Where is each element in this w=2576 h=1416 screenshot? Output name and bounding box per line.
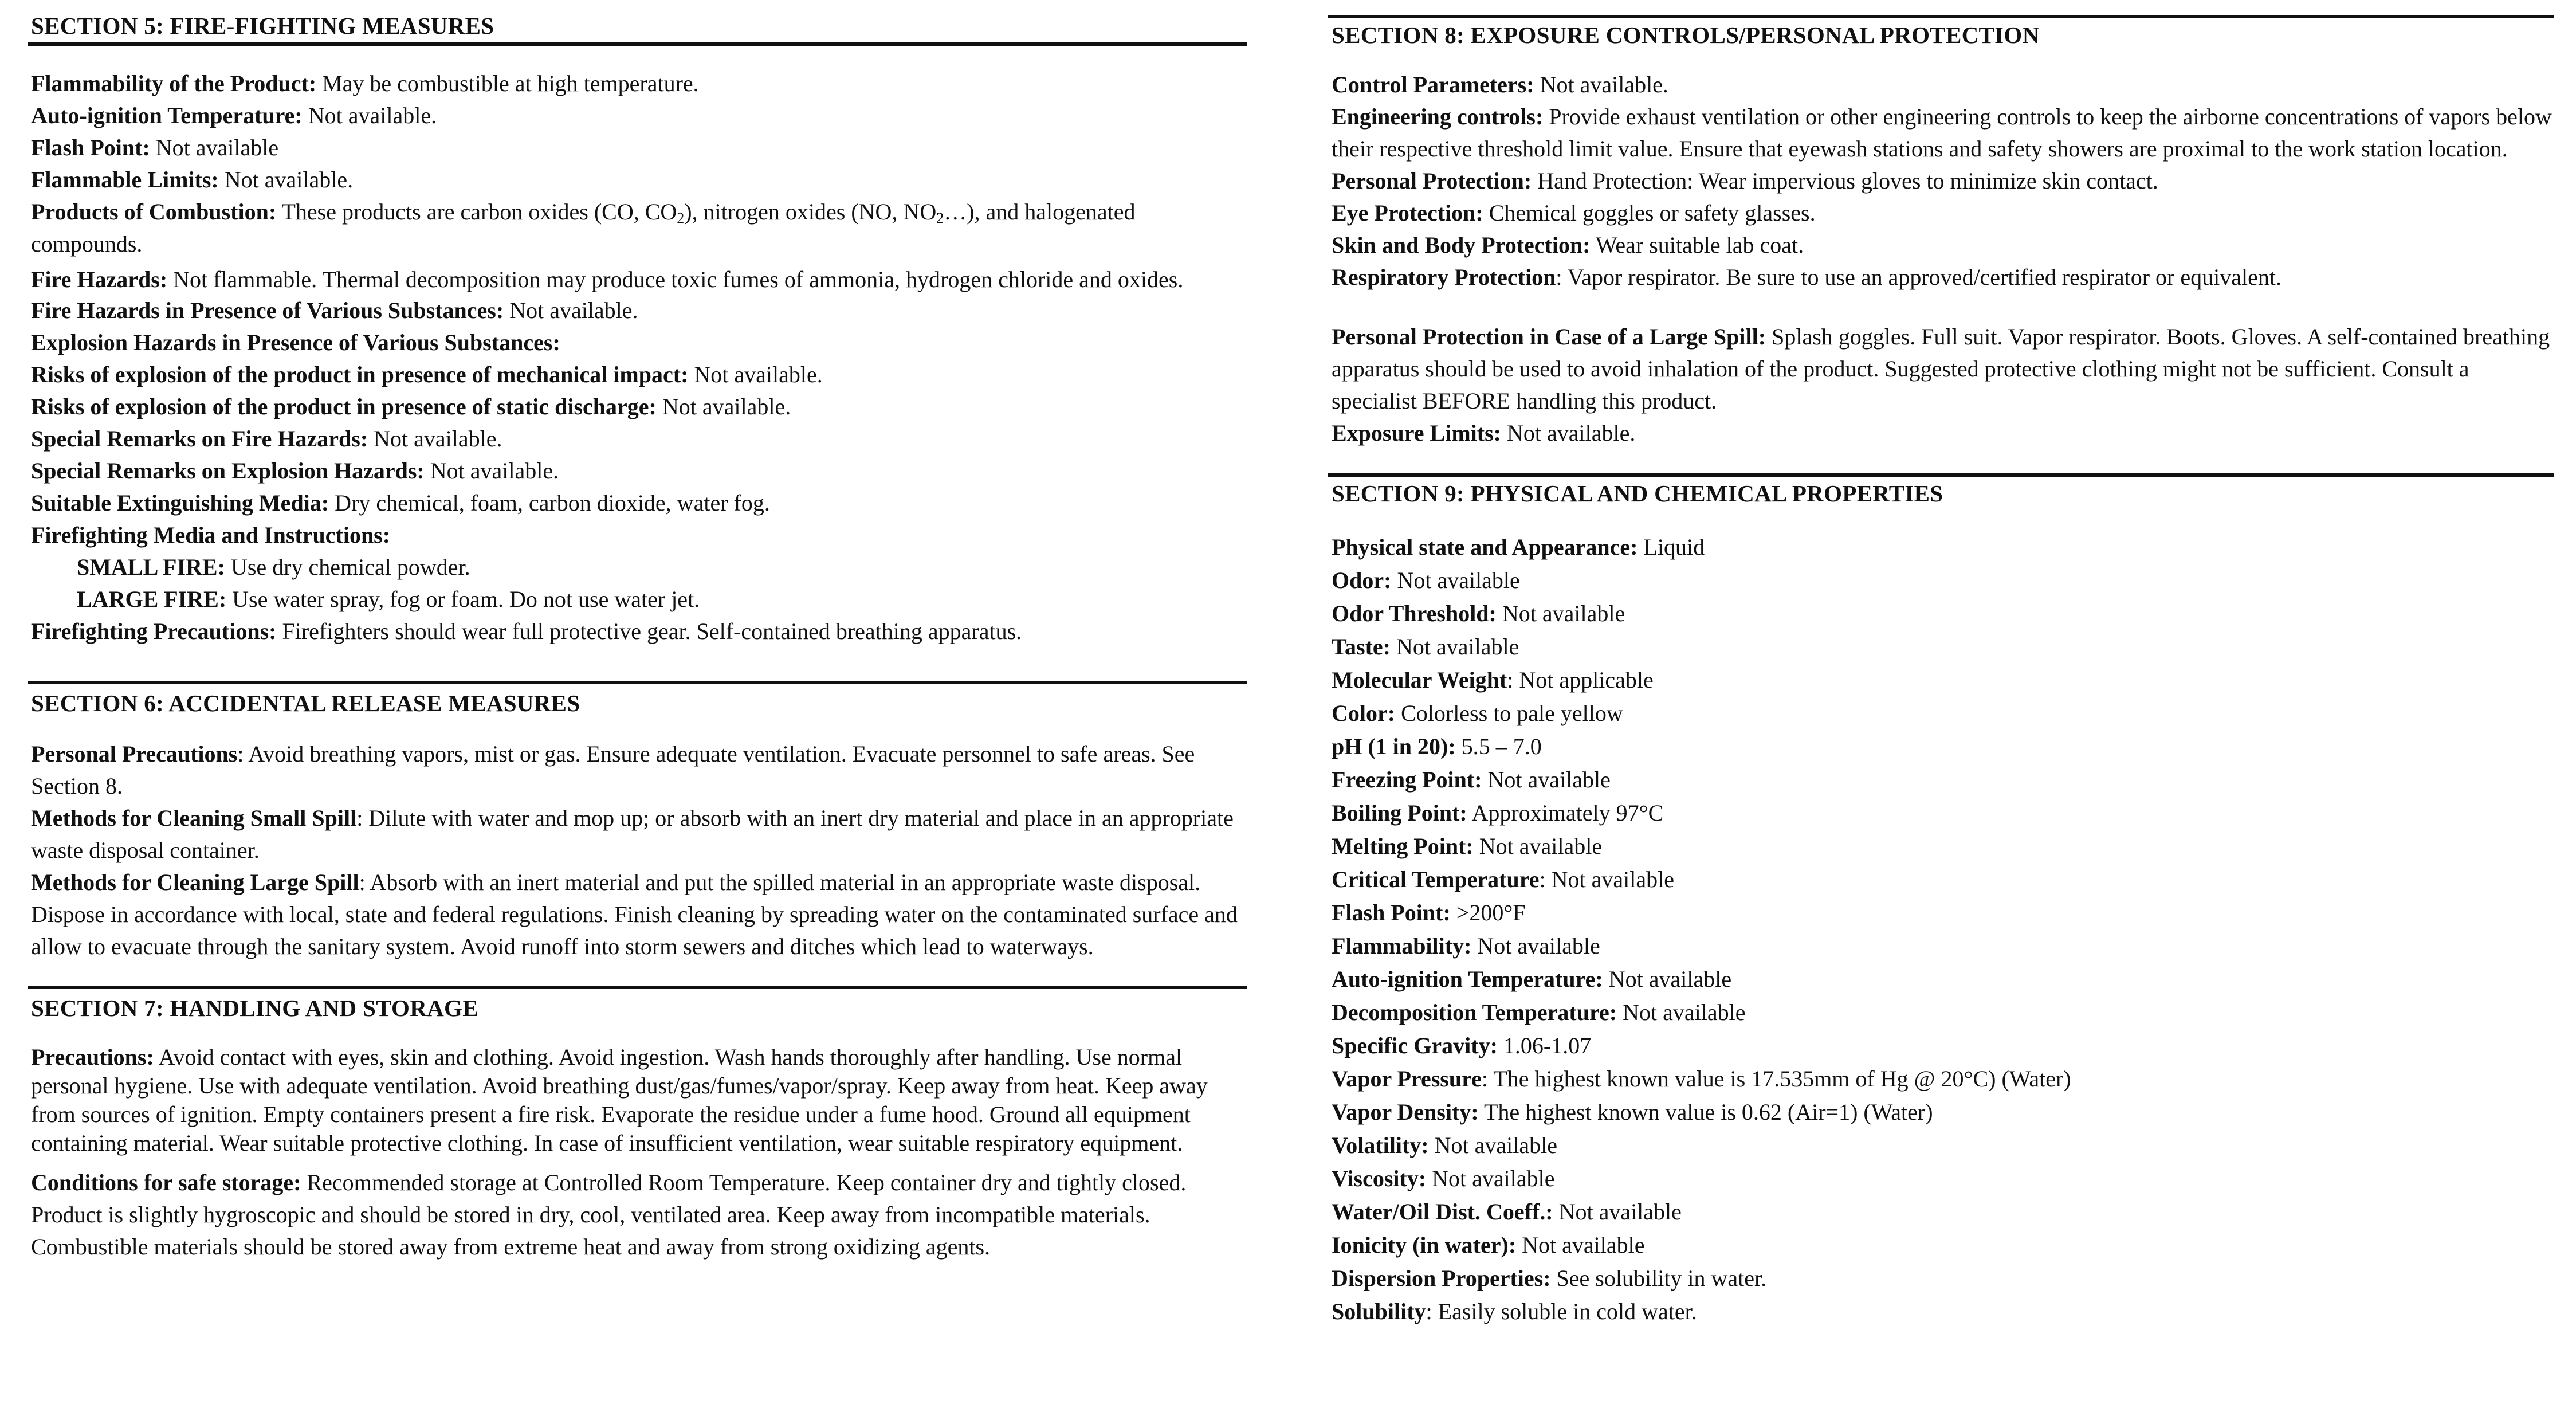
- fire-hazards-substances-value: Not available.: [504, 297, 638, 323]
- fire-hazards-line: [31, 265, 1247, 295]
- property-line: [1332, 1229, 2554, 1262]
- static-discharge-line: [31, 391, 1247, 423]
- respiratory-protection-label: Respiratory Protection: [1332, 264, 1556, 290]
- handling-precautions-line: [31, 1043, 1247, 1158]
- property-line: [1332, 797, 2554, 830]
- property-label: pH (1 in 20):: [1332, 734, 1456, 759]
- handling-precautions-label: Precautions:: [31, 1044, 154, 1070]
- property-value: Not available: [1617, 999, 1746, 1025]
- property-line: [1332, 730, 2554, 763]
- respiratory-protection-line: [1332, 261, 2554, 293]
- property-value: : Not available: [1539, 866, 1674, 892]
- property-label: Water/Oil Dist. Coeff.:: [1332, 1199, 1553, 1225]
- property-value: See solubility in water.: [1550, 1265, 1767, 1291]
- section-7: [28, 986, 1247, 1263]
- property-line: [1332, 697, 2554, 730]
- flammable-limits-value: Not available.: [218, 167, 354, 193]
- property-value: Not available: [1391, 567, 1520, 593]
- property-line: [1332, 830, 2554, 863]
- large-spill-protection-label: Personal Protection in Case of a Large Spill:: [1332, 324, 1766, 350]
- combustion-value-c: …), and halogenated compounds.: [31, 199, 1136, 257]
- combustion-subscript-b: 2: [936, 210, 944, 226]
- fire-hazards-value: Not flammable. Thermal decomposition may produce toxic fumes of ammonia, hydrogen chloride and oxides.: [167, 266, 1184, 292]
- property-label: Melting Point:: [1332, 833, 1474, 859]
- property-value: Not available: [1553, 1199, 1682, 1225]
- mechanical-impact-value: Not available.: [688, 362, 823, 387]
- large-spill-line: [31, 866, 1247, 963]
- skin-body-protection-label: Skin and Body Protection:: [1332, 232, 1591, 258]
- control-parameters-label: Control Parameters:: [1332, 72, 1534, 97]
- property-label: Taste:: [1332, 634, 1391, 660]
- section-6-rule: [28, 681, 1247, 684]
- engineering-controls-label: Engineering controls:: [1332, 104, 1544, 130]
- extinguishing-media-value: Dry chemical, foam, carbon dioxide, water fog.: [329, 490, 770, 516]
- property-value: Liquid: [1638, 534, 1705, 560]
- property-line: [1332, 664, 2554, 697]
- handling-precautions-value: Avoid contact with eyes, skin and clothing. Avoid ingestion. Wash hands thoroughly after handling. Use normal personal hygiene. Use with adequate ventilation. Avoid breathing dust/gas/fumes/vapor/spray. Keep away from heat. Keep away from sources of ignition. Empty containers present a fire risk. Evaporate the residue under a fume hood. Ground all equipment containing material. Wear suitable protective clothing. In case of insufficient ventilation, wear suitable respiratory equipment.: [31, 1044, 1208, 1156]
- small-spill-value: : Dilute with water and mop up; or absorb with an inert dry material and place in an appropriate waste disposal container.: [31, 805, 1234, 863]
- property-line: [1332, 1195, 2554, 1229]
- section-5: [28, 11, 1247, 648]
- section-5-rule: [28, 42, 1247, 46]
- explosion-hazards-line: [31, 327, 1247, 359]
- eye-protection-line: [1332, 197, 2554, 229]
- flammable-limits-label: Flammable Limits:: [31, 167, 219, 193]
- property-value: Not available: [1516, 1232, 1645, 1258]
- large-spill-protection-line: [1332, 321, 2554, 417]
- property-line: [1332, 929, 2554, 963]
- section-9: [1328, 473, 2554, 1328]
- engineering-controls-line: [1332, 101, 2554, 165]
- property-label: Vapor Pressure: [1332, 1066, 1482, 1092]
- section-6-title: SECTION 6: ACCIDENTAL RELEASE MEASURES: [31, 690, 580, 716]
- fire-hazards-substances-line: [31, 295, 1247, 327]
- large-fire-line: [31, 583, 1247, 615]
- extinguishing-media-label: Suitable Extinguishing Media:: [31, 490, 329, 516]
- skin-body-protection-value: Wear suitable lab coat.: [1590, 232, 1804, 258]
- property-label: Critical Temperature: [1332, 866, 1540, 892]
- property-value: 5.5 – 7.0: [1455, 734, 1542, 759]
- property-line: [1332, 1096, 2554, 1129]
- property-line: [1332, 963, 2554, 996]
- property-value: : Not applicable: [1507, 667, 1654, 693]
- right-column: [1328, 0, 2554, 1328]
- flammability-label: Flammability of the Product:: [31, 70, 317, 96]
- section-8-body: [1328, 69, 2554, 449]
- property-label: Flash Point:: [1332, 900, 1451, 925]
- control-parameters-value: Not available.: [1534, 72, 1668, 97]
- exposure-limits-label: Exposure Limits:: [1332, 420, 1501, 446]
- section-7-title: SECTION 7: HANDLING AND STORAGE: [31, 995, 478, 1021]
- extinguishing-media-line: [31, 487, 1247, 519]
- autoignition-value: Not available.: [302, 103, 437, 128]
- section-6: [28, 681, 1247, 963]
- left-column: [28, 0, 1247, 1263]
- property-value: 1.06-1.07: [1497, 1033, 1592, 1058]
- property-line: [1332, 597, 2554, 630]
- property-value: The highest known value is 0.62 (Air=1) (Water): [1478, 1099, 1933, 1125]
- firefighting-media-line: [31, 519, 1247, 551]
- remarks-fire-line: [31, 423, 1247, 455]
- property-label: Ionicity (in water):: [1332, 1232, 1517, 1258]
- property-value: >200°F: [1450, 900, 1526, 925]
- flammable-limits-line: [31, 164, 1247, 196]
- small-fire-value: Use dry chemical powder.: [225, 554, 470, 580]
- property-line: [1332, 1062, 2554, 1096]
- property-label: Molecular Weight: [1332, 667, 1507, 693]
- control-parameters-line: [1332, 69, 2554, 101]
- property-label: Odor:: [1332, 567, 1392, 593]
- property-line: [1332, 996, 2554, 1029]
- property-value: : Easily soluble in cold water.: [1426, 1299, 1697, 1324]
- section-5-title: SECTION 5: FIRE-FIGHTING MEASURES: [31, 13, 494, 39]
- property-label: Color:: [1332, 700, 1396, 726]
- large-spill-value: : Absorb with an inert material and put the spilled material in an appropriate waste disposal. Dispose in accordance with local, state and federal regulations. Finish cleaning by spreading water on the contaminated surface and allow to evacuate through the sanitary system. Avoid runoff into storm sewers and ditches which lead to waterways.: [31, 869, 1238, 959]
- combustion-products-line: [31, 196, 1247, 260]
- property-line: [1332, 531, 2554, 564]
- property-label: Physical state and Appearance:: [1332, 534, 1638, 560]
- section-9-body: [1328, 531, 2554, 1328]
- personal-precautions-line: [31, 738, 1247, 802]
- property-label: Solubility: [1332, 1299, 1426, 1324]
- personal-protection-value: Hand Protection: Wear impervious gloves to minimize skin contact.: [1532, 168, 2158, 194]
- property-value: Not available: [1471, 933, 1600, 959]
- combustion-value-b: ), nitrogen oxides (NO, NO: [684, 199, 937, 225]
- property-line: [1332, 1162, 2554, 1195]
- personal-protection-label: Personal Protection:: [1332, 168, 1532, 194]
- section-9-title: SECTION 9: PHYSICAL AND CHEMICAL PROPERTIES: [1332, 480, 1943, 507]
- eye-protection-value: Chemical goggles or safety glasses.: [1483, 200, 1816, 226]
- remarks-fire-value: Not available.: [368, 426, 502, 452]
- property-value: Not available: [1496, 601, 1625, 626]
- explosion-hazards-label: Explosion Hazards in Presence of Various Substances:: [31, 330, 560, 355]
- property-label: Decomposition Temperature:: [1332, 999, 1617, 1025]
- property-value: Not available: [1428, 1132, 1557, 1158]
- small-spill-label: Methods for Cleaning Small Spill: [31, 805, 357, 831]
- property-label: Flammability:: [1332, 933, 1472, 959]
- property-line: [1332, 564, 2554, 597]
- property-label: Boiling Point:: [1332, 800, 1467, 826]
- flash-point-value: Not available: [150, 135, 279, 160]
- property-value: : The highest known value is 17.535mm of Hg @ 20°C) (Water): [1481, 1066, 2071, 1092]
- eye-protection-label: Eye Protection:: [1332, 200, 1483, 226]
- fire-hazards-substances-label: Fire Hazards in Presence of Various Substances:: [31, 297, 504, 323]
- property-value: Not available: [1390, 634, 1519, 660]
- section-5-body: [28, 68, 1247, 648]
- exposure-limits-line: [1332, 417, 2554, 449]
- autoignition-line: [31, 100, 1247, 132]
- storage-conditions-label: Conditions for safe storage:: [31, 1170, 301, 1195]
- remarks-fire-label: Special Remarks on Fire Hazards:: [31, 426, 368, 452]
- flash-point-label: Flash Point:: [31, 135, 150, 160]
- personal-protection-line: [1332, 165, 2554, 197]
- property-value: Not available: [1603, 966, 1732, 992]
- property-value: Not available: [1482, 767, 1611, 793]
- combustion-subscript-a: 2: [677, 210, 685, 226]
- small-spill-line: [31, 802, 1247, 866]
- property-label: Auto-ignition Temperature:: [1332, 966, 1603, 992]
- combustion-label: Products of Combustion:: [31, 199, 277, 225]
- mechanical-impact-label: Risks of explosion of the product in presence of mechanical impact:: [31, 362, 689, 387]
- section-8-rule: [1328, 15, 2554, 18]
- firefighting-precautions-value: Firefighters should wear full protective gear. Self-contained breathing apparatus.: [276, 618, 1022, 644]
- property-line: [1332, 1262, 2554, 1295]
- property-line: [1332, 630, 2554, 664]
- firefighting-media-label: Firefighting Media and Instructions:: [31, 522, 391, 548]
- flammability-value: May be combustible at high temperature.: [316, 70, 699, 96]
- small-fire-line: [31, 551, 1247, 583]
- static-discharge-value: Not available.: [656, 394, 791, 419]
- engineering-controls-value: Provide exhaust ventilation or other engineering controls to keep the airborne concentrations of vapors below their respective threshold limit value. Ensure that eyewash stations and safety showers are proximal to the work station location.: [1332, 104, 2552, 162]
- personal-precautions-value: : Avoid breathing vapors, mist or gas. Ensure adequate ventilation. Evacuate personnel to safe areas. See Section 8.: [31, 741, 1195, 799]
- skin-body-protection-line: [1332, 229, 2554, 261]
- property-line: [1332, 1129, 2554, 1162]
- property-label: Vapor Density:: [1332, 1099, 1479, 1125]
- property-line: [1332, 1029, 2554, 1062]
- property-line: [1332, 1295, 2554, 1328]
- property-line: [1332, 863, 2554, 896]
- property-label: Viscosity:: [1332, 1166, 1427, 1191]
- respiratory-protection-value: : Vapor respirator. Be sure to use an approved/certified respirator or equivalent.: [1556, 264, 2282, 290]
- firefighting-precautions-line: [31, 615, 1247, 648]
- flash-point-line: [31, 132, 1247, 164]
- firefighting-precautions-label: Firefighting Precautions:: [31, 618, 277, 644]
- section-7-rule: [28, 986, 1247, 989]
- section-7-body: [28, 1043, 1247, 1263]
- static-discharge-label: Risks of explosion of the product in presence of static discharge:: [31, 394, 657, 419]
- large-fire-label: LARGE FIRE:: [77, 586, 227, 612]
- property-line: [1332, 763, 2554, 797]
- fire-hazards-label: Fire Hazards:: [31, 266, 168, 292]
- large-spill-label: Methods for Cleaning Large Spill: [31, 869, 359, 895]
- property-value: Approximately 97°C: [1467, 800, 1664, 826]
- property-label: Dispersion Properties:: [1332, 1265, 1551, 1291]
- combustion-value-a: These products are carbon oxides (CO, CO: [276, 199, 677, 225]
- storage-conditions-value: Recommended storage at Controlled Room Temperature. Keep container dry and tightly closed. Product is slightly hygroscopic and should be stored in dry, cool, ventilated area. Keep away from incompatible materials. Combustible materials should be stored away from extreme heat and away from strong oxidizing agents.: [31, 1170, 1187, 1260]
- large-spill-protection-value: Splash goggles. Full suit. Vapor respirator. Boots. Gloves. A self-contained breathing apparatus should be used to avoid inhalation of the product. Suggested protective clothing might not be sufficient. Consult a specialist BEFORE handling this product.: [1332, 324, 2550, 414]
- section-9-rule: [1328, 473, 2554, 477]
- large-fire-value: Use water spray, fog or foam. Do not use water jet.: [226, 586, 700, 612]
- personal-precautions-label: Personal Precautions: [31, 741, 238, 767]
- property-value: Not available: [1473, 833, 1603, 859]
- small-fire-label: SMALL FIRE:: [77, 554, 225, 580]
- exposure-limits-value: Not available.: [1501, 420, 1636, 446]
- remarks-explosion-value: Not available.: [424, 458, 559, 484]
- remarks-explosion-line: [31, 455, 1247, 487]
- property-value: Colorless to pale yellow: [1395, 700, 1623, 726]
- property-label: Odor Threshold:: [1332, 601, 1497, 626]
- property-line: [1332, 896, 2554, 929]
- mechanical-impact-line: [31, 359, 1247, 391]
- section-8: [1328, 15, 2554, 449]
- property-label: Freezing Point:: [1332, 767, 1482, 793]
- property-label: Specific Gravity:: [1332, 1033, 1498, 1058]
- property-value: Not available: [1426, 1166, 1555, 1191]
- property-label: Volatility:: [1332, 1132, 1429, 1158]
- storage-conditions-line: [31, 1167, 1247, 1263]
- autoignition-label: Auto-ignition Temperature:: [31, 103, 303, 128]
- section-8-title: SECTION 8: EXPOSURE CONTROLS/PERSONAL PROTECTION: [1332, 22, 2040, 48]
- section-6-body: [28, 738, 1247, 963]
- remarks-explosion-label: Special Remarks on Explosion Hazards:: [31, 458, 425, 484]
- flammability-line: [31, 68, 1247, 100]
